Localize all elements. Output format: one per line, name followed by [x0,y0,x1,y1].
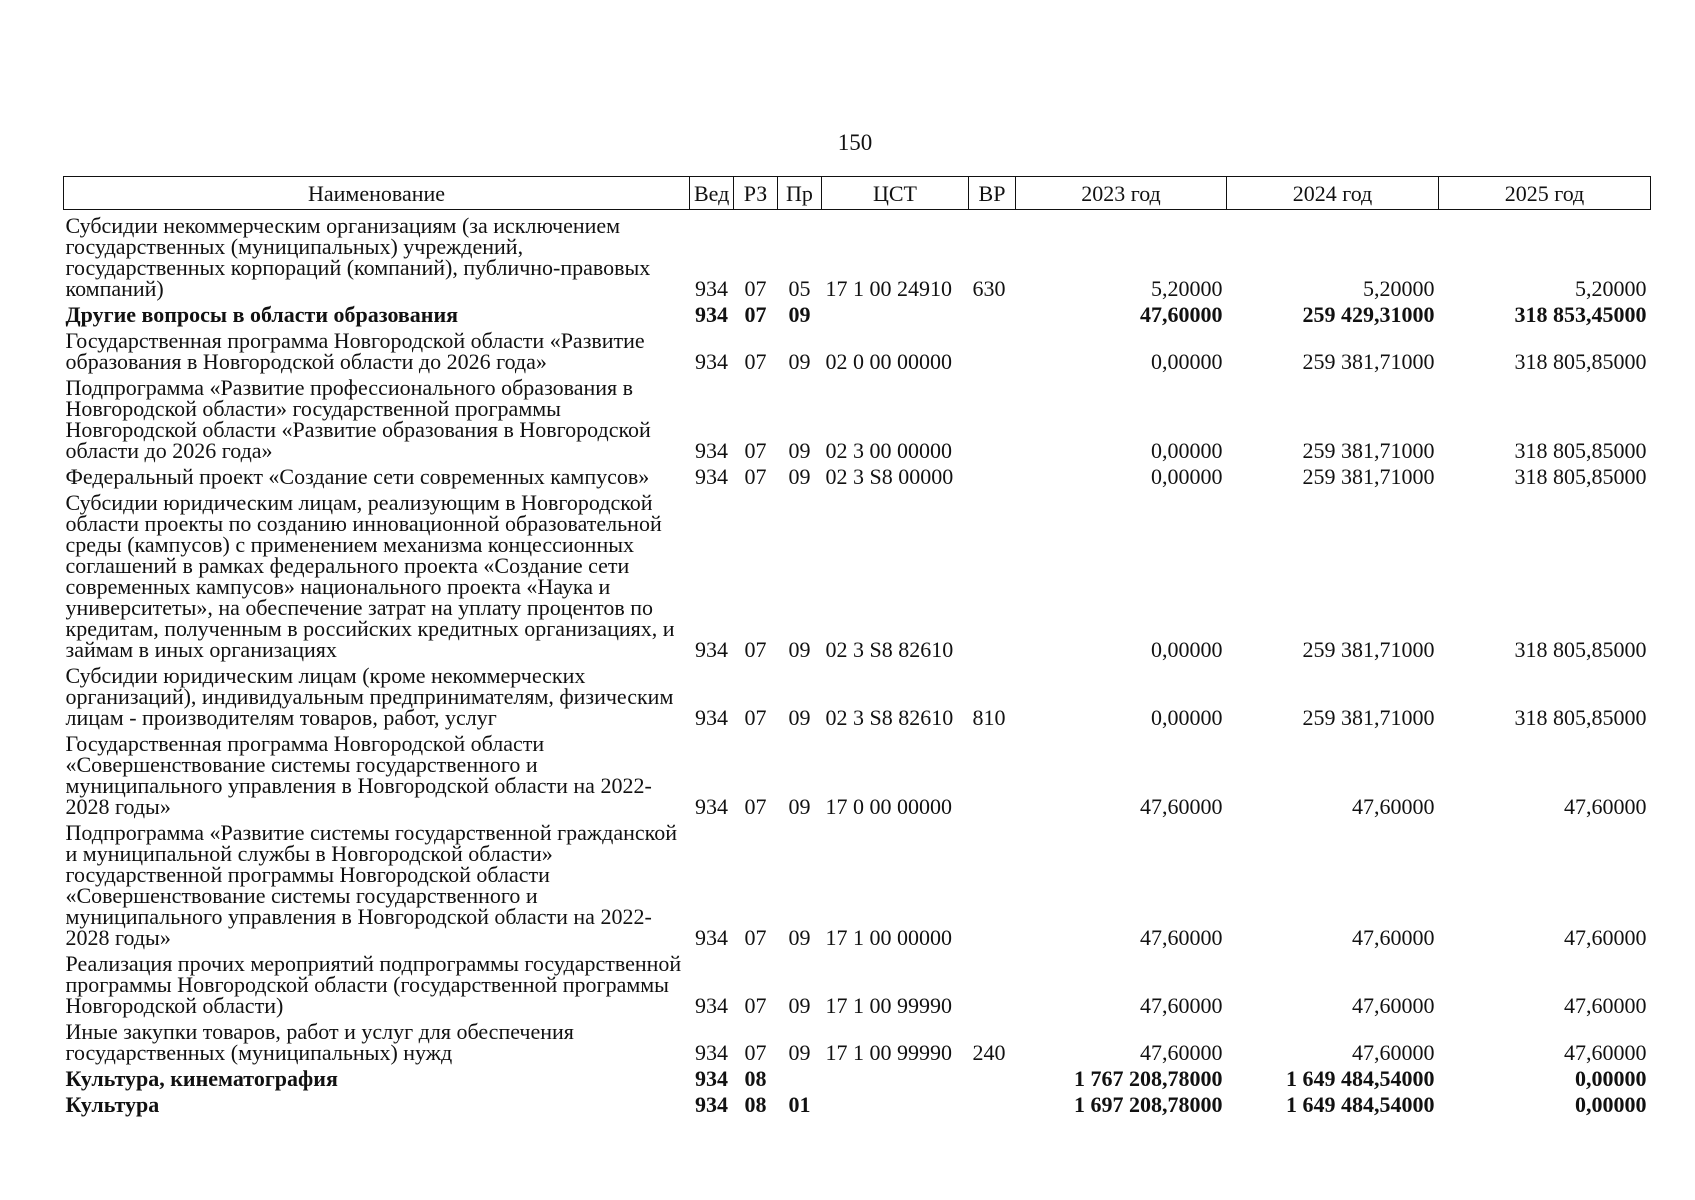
table-row [64,1016,1651,1063]
row-2024: 47,60000 [1352,1040,1435,1065]
header-ved: Вед [690,177,734,210]
row-2023: 0,00000 [1151,438,1223,463]
row-pr: 09 [788,637,811,662]
row-vr [969,728,1016,817]
row-name: Субсидии юридическим лицам (кроме некоммерческих организаций), индивидуальным предпринимателям, физическим лицам - производителям товаров, работ, услуг [65,663,674,730]
row-2023: 47,60000 [1140,925,1223,950]
row-ved: 934 [695,794,728,819]
row-2023: 47,60000 [1140,1040,1223,1065]
row-2025: 318 805,85000 [1514,637,1647,662]
row-2025: 0,00000 [1575,1092,1647,1117]
row-pr: 01 [788,1092,811,1117]
row-rz: 08 [744,1066,767,1091]
header-2025: 2025 год [1439,177,1651,210]
row-pr: 09 [788,705,811,730]
table-row [64,728,1651,817]
row-cst [822,1063,969,1089]
row-name: Государственная программа Новгородской области «Совершенствование системы государственного и муниципального управления в Новгородской области на 2022-2028 годы» [65,731,652,819]
header-name: Наименование [64,177,690,210]
row-pr [778,1063,822,1089]
table-header-row [64,177,1651,210]
row-2023: 1 697 208,78000 [1074,1092,1223,1117]
header-2023: 2023 год [1016,177,1227,210]
row-name: Культура [65,1092,160,1117]
row-2025: 0,00000 [1575,1066,1647,1091]
row-pr: 09 [788,794,811,819]
row-rz: 07 [744,925,767,950]
row-pr: 09 [788,1040,811,1065]
row-ved: 934 [695,1092,728,1117]
row-2025: 318 805,85000 [1514,705,1647,730]
header-2024: 2024 год [1227,177,1439,210]
row-ved: 934 [695,349,728,374]
row-2023: 1 767 208,78000 [1074,1066,1223,1091]
budget-table [63,176,1651,1115]
row-2024: 47,60000 [1352,993,1435,1018]
row-ved: 934 [695,993,728,1018]
row-vr [969,948,1016,1016]
table-row [64,461,1651,487]
row-name: Федеральный проект «Создание сети современных кампусов» [65,464,650,489]
row-vr [969,487,1016,660]
row-rz: 07 [744,276,767,301]
row-name: Подпрограмма «Развитие системы государственной гражданской и муниципальной службы в Новгородской области» государственной программы Новгородской области «Совершенствование системы государственного и муниципального управления в Новгородской области на 2022-2028 годы» [65,820,677,950]
row-2025: 318 805,85000 [1514,438,1647,463]
row-cst [822,299,969,325]
row-2024: 259 381,71000 [1302,705,1435,730]
row-2024: 47,60000 [1352,794,1435,819]
row-2025: 47,60000 [1564,993,1647,1018]
row-vr: 810 [972,705,1006,730]
row-cst: 02 3 S8 82610 [825,637,954,662]
row-2023: 5,20000 [1151,276,1223,301]
row-ved: 934 [695,276,728,301]
row-rz: 07 [744,993,767,1018]
row-name: Субсидии юридическим лицам, реализующим в Новгородской области проекты по созданию инновационной образовательной среды (кампусов) с применением механизма концессионных соглашений в рамках федерального проекта «Создание сети современных кампусов» национального проекта «Наука и университеты», на обеспечение затрат на уплату процентов по кредитам, полученным в российских кредитных организациях, и займам в иных организациях [65,490,675,662]
header-pr: Пр [778,177,822,210]
row-vr [969,1089,1016,1115]
row-2024: 259 381,71000 [1302,464,1435,489]
row-ved: 934 [695,637,728,662]
row-2024: 5,20000 [1363,276,1435,301]
header-cst: ЦСТ [822,177,969,210]
page-number: 150 [837,130,873,155]
row-cst: 17 1 00 24910 [825,276,952,301]
row-2025: 47,60000 [1564,1040,1647,1065]
row-vr: 630 [972,276,1006,301]
row-2024: 47,60000 [1352,925,1435,950]
row-vr [969,817,1016,948]
row-rz: 07 [744,794,767,819]
row-rz: 07 [744,637,767,662]
table-row [64,948,1651,1016]
row-rz: 07 [744,302,767,327]
row-cst: 02 0 00 00000 [825,349,952,374]
row-2024: 259 429,31000 [1302,302,1435,327]
row-rz: 07 [744,705,767,730]
row-2025: 318 805,85000 [1514,349,1647,374]
row-pr: 09 [788,925,811,950]
row-cst [822,1089,969,1115]
row-cst: 02 3 00 00000 [825,438,952,463]
table-row [64,817,1651,948]
row-ved: 934 [695,1040,728,1065]
row-2024: 259 381,71000 [1302,438,1435,463]
row-2023: 0,00000 [1151,637,1223,662]
row-pr: 09 [788,464,811,489]
row-name: Субсидии некоммерческим организациям (за исключением государственных (муниципальных) учреждений, государственных корпораций (компаний), публично-правовых компаний) [65,213,651,301]
row-2023: 0,00000 [1151,349,1223,374]
row-vr [969,325,1016,372]
row-cst: 17 1 00 99990 [825,993,952,1018]
row-name: Иные закупки товаров, работ и услуг для обеспечения государственных (муниципальных) нужд [65,1019,574,1065]
row-2025: 318 853,45000 [1514,302,1647,327]
row-2024: 1 649 484,54000 [1286,1066,1435,1091]
row-2025: 47,60000 [1564,925,1647,950]
row-ved: 934 [695,1066,728,1091]
row-pr: 05 [788,276,811,301]
table-row-section [64,1063,1651,1089]
row-ved: 934 [695,464,728,489]
row-rz: 07 [744,464,767,489]
row-name: Другие вопросы в области образования [65,302,459,327]
row-rz: 07 [744,1040,767,1065]
row-cst: 17 1 00 99990 [825,1040,952,1065]
row-2024: 259 381,71000 [1302,637,1435,662]
row-ved: 934 [695,925,728,950]
row-vr: 240 [972,1040,1006,1065]
row-vr [969,299,1016,325]
row-2023: 0,00000 [1151,464,1223,489]
row-2024: 259 381,71000 [1302,349,1435,374]
row-ved: 934 [695,438,728,463]
row-cst: 02 3 S8 82610 [825,705,954,730]
row-rz: 08 [744,1092,767,1117]
header-vr: ВР [969,177,1016,210]
row-name: Культура, кинематография [65,1066,338,1091]
row-pr: 09 [788,438,811,463]
row-vr [969,1063,1016,1089]
row-2024: 1 649 484,54000 [1286,1092,1435,1117]
row-cst: 17 1 00 00000 [825,925,952,950]
row-2023: 0,00000 [1151,705,1223,730]
table-row [64,210,1651,300]
row-ved: 934 [695,302,728,327]
row-name: Государственная программа Новгородской области «Развитие образования в Новгородской области до 2026 года» [65,328,645,374]
row-name: Реализация прочих мероприятий подпрограммы государственной программы Новгородской области (государственной программы Новгородской области) [65,951,682,1018]
row-2025: 5,20000 [1575,276,1647,301]
row-pr: 09 [788,302,811,327]
table-row [64,325,1651,372]
row-vr [969,461,1016,487]
table-row-section [64,1089,1651,1115]
row-2023: 47,60000 [1140,302,1223,327]
row-vr [969,372,1016,461]
row-2025: 47,60000 [1564,794,1647,819]
row-rz: 07 [744,349,767,374]
table-row [64,372,1651,461]
row-rz: 07 [744,438,767,463]
table-row-section [64,299,1651,325]
row-pr: 09 [788,993,811,1018]
table-row [64,660,1651,728]
row-2025: 318 805,85000 [1514,464,1647,489]
row-ved: 934 [695,705,728,730]
row-2023: 47,60000 [1140,794,1223,819]
row-cst: 17 0 00 00000 [825,794,952,819]
row-pr: 09 [788,349,811,374]
row-2023: 47,60000 [1140,993,1223,1018]
table-row [64,487,1651,660]
header-rz: РЗ [734,177,778,210]
row-name: Подпрограмма «Развитие профессионального образования в Новгородской области» государственной программы Новгородской области «Развитие образования в Новгородской области до 2026 года» [65,375,651,463]
row-cst: 02 3 S8 00000 [825,464,954,489]
